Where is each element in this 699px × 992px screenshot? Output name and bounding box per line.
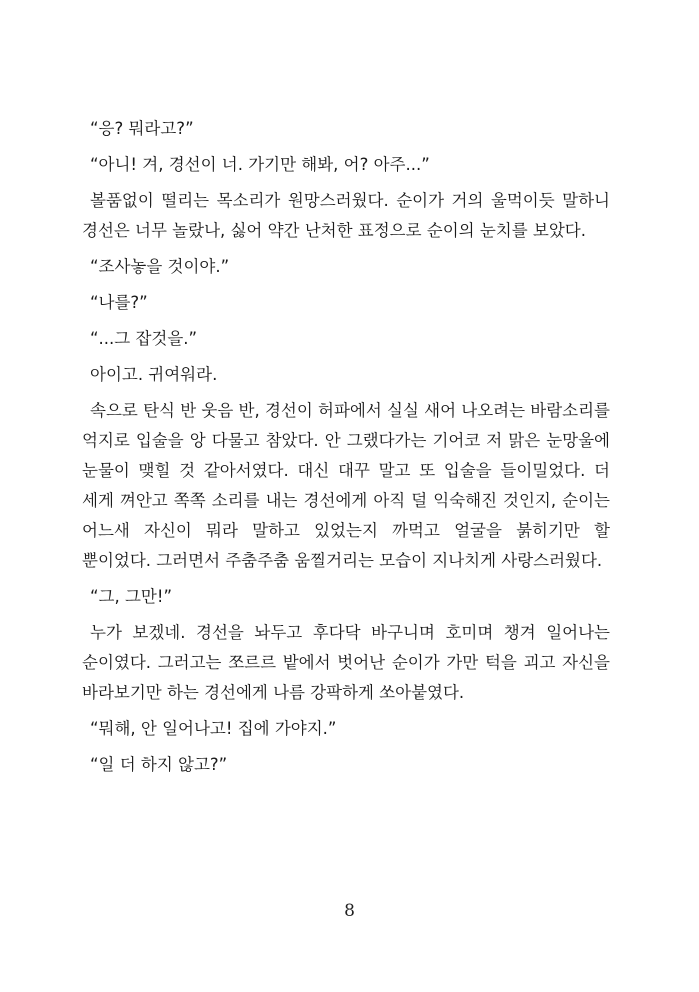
dialogue-line: “그, 그만!” [90,587,173,606]
narration-paragraph: 누가 보겠네. 경선을 놔두고 후다닥 바구니며 호미며 챙겨 일어나는 순이였다. 그러고는 쪼르르 밭에서 벗어난 순이가 가만 턱을 괴고 자신을 바라보기만 하는 경선에게 나름 강팍하게 쏘아붙였다. [82,623,610,702]
body-text [82,114,610,786]
narration-paragraph: 아이고. 귀여워라. [90,365,218,384]
narration-paragraph: 볼품없이 떨리는 목소리가 원망스러웠다. 순이가 거의 울먹이듯 말하니 경선은 너무 놀랐나, 싫어 약간 난처한 표정으로 순이의 눈치를 보았다. [82,191,610,240]
dialogue-line: “...그 잡것을.” [90,329,198,348]
dialogue-line: “일 더 하지 않고?” [90,755,228,774]
dialogue-line: “나를?” [90,293,148,312]
narration-paragraph: 속으로 탄식 반 웃음 반, 경선이 허파에서 실실 새어 나오려는 바람소리를 억지로 입술을 앙 다물고 참았다. 안 그랬다가는 기어코 저 맑은 눈망울에 눈물이 맺힐 것 같아서였다. 대신 대꾸 말고 또 입술을 들이밀었다. 더 세게 껴안고 쪽쪽 소리를 내는 경선에게 아직 덜 익숙해진 것인지, 순이는 어느새 자신이 뭐라 말하고 있었는지 까먹고 얼굴을 붉히기만 할 뿐이었다. 그러면서 주춤주춤 움찔거리는 모습이 지나치게 사랑스러웠다. [82,401,610,570]
dialogue-line: “응? 뭐라고?” [90,119,194,138]
page-number: 8 [344,901,355,921]
dialogue-line: “뭐해, 안 일어나고! 집에 가야지.” [90,719,337,738]
dialogue-line: “아니! 겨, 경선이 너. 가기만 해봐, 어? 아주...” [90,155,430,174]
dialogue-line: “조사놓을 것이야.” [90,257,230,276]
